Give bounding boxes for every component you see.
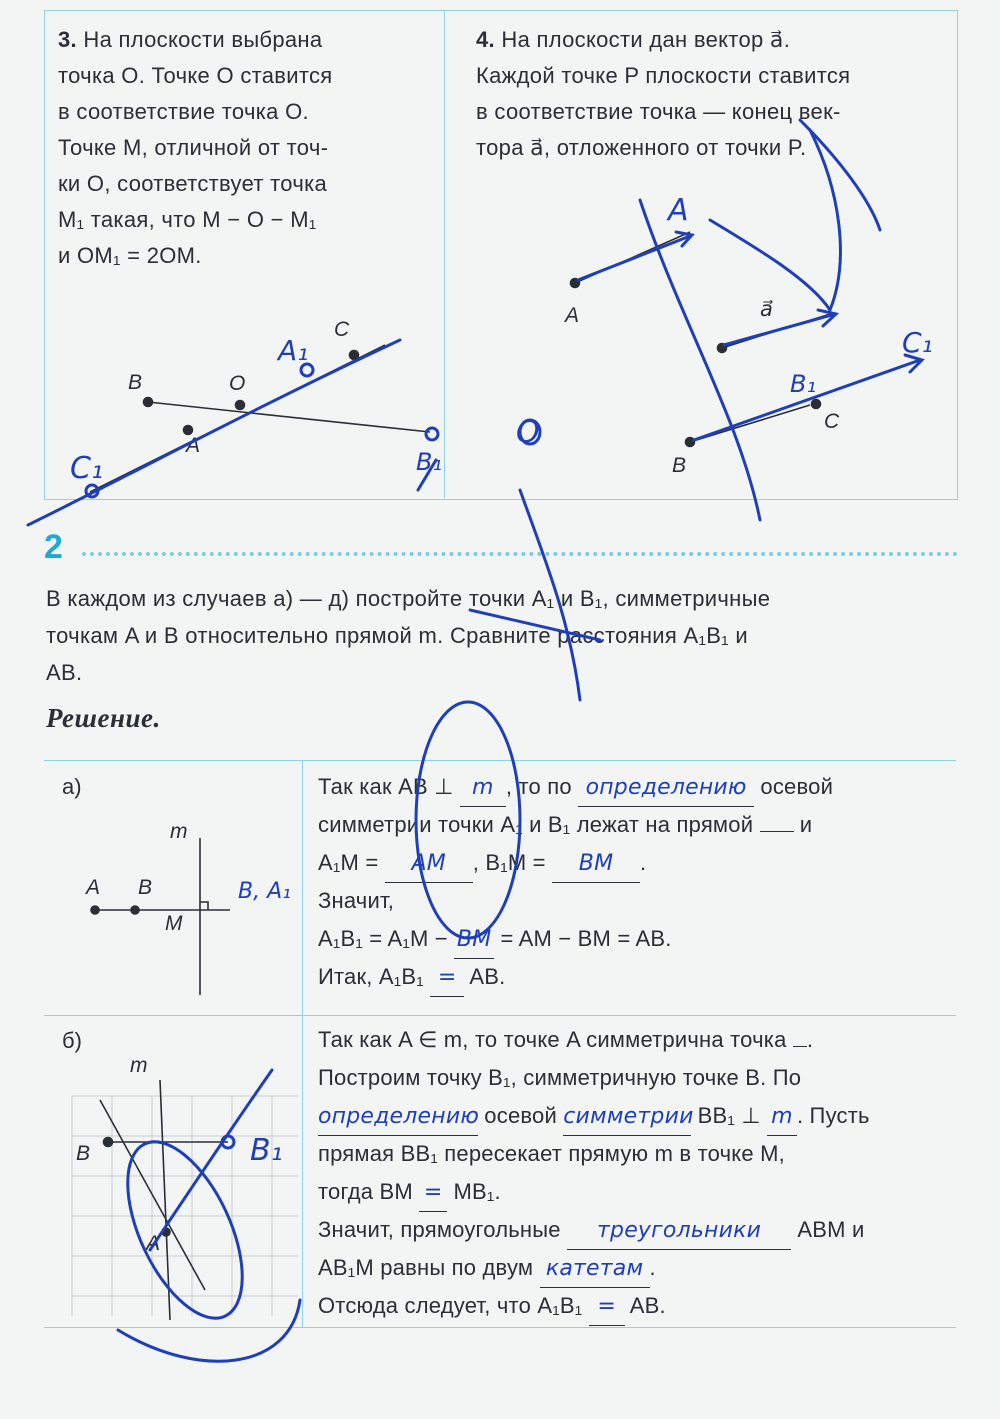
task-3-line: 3. На плоскости выбрана xyxy=(58,27,323,52)
handwritten-answer: BM xyxy=(454,921,494,959)
ink-curve-long xyxy=(640,200,760,520)
label-m: m xyxy=(170,820,188,843)
task-3-handwriting xyxy=(28,340,438,525)
label-c: C xyxy=(334,318,350,341)
task-4-line: Каждой точке P плоскости ставится xyxy=(476,63,851,88)
handwritten-answer: = xyxy=(430,959,464,997)
label-a: A xyxy=(86,876,101,899)
handwritten-answer: m xyxy=(460,769,506,807)
case-a-line-3: A₁M = AM , B₁M = BM . xyxy=(318,844,646,883)
case-b-line-3: определению осевой симметрии BB₁ ⊥ m . Пусть xyxy=(318,1097,870,1136)
task-3-figure xyxy=(90,345,430,492)
handwritten-answer: треугольники xyxy=(567,1212,791,1250)
label-b: B xyxy=(138,876,153,899)
task-3-line: и OM₁ = 2OM. xyxy=(58,243,202,268)
case-b-line-1: Так как A ∈ m, то точке A симметрична точка . xyxy=(318,1027,814,1052)
section-number: 2 xyxy=(44,528,63,566)
label-m-point: M xyxy=(165,912,183,935)
handwritten-answer: катетам xyxy=(540,1250,650,1288)
case-b-label: б) xyxy=(62,1028,82,1053)
point-b xyxy=(144,398,153,407)
right-angle-mark xyxy=(200,902,208,910)
point-b xyxy=(104,1138,113,1147)
task-4-line: тора a⃗, отложенного от точки P. xyxy=(476,135,807,160)
case-b-line-6: Значит, прямоугольные треугольники ABM и xyxy=(318,1211,864,1250)
case-a-line-4: Значит, xyxy=(318,888,395,913)
task-3-line: Точке M, отличной от точ- xyxy=(58,135,329,160)
label-a: A xyxy=(186,434,201,457)
ink-label-c1: C₁ xyxy=(902,326,933,359)
handwritten-answer: AM xyxy=(385,845,473,883)
case-a-label: а) xyxy=(62,774,82,799)
case-b-line-2: Построим точку B₁, симметричную точке B. По xyxy=(318,1065,802,1090)
handwritten-answer: определению xyxy=(578,769,754,807)
case-b-line-8: Отсюда следует, что A₁B₁ = AB. xyxy=(318,1287,666,1326)
ink-stroke xyxy=(520,490,580,700)
intro-line: AB. xyxy=(46,660,83,685)
ink-label-b-a1: B, A₁ xyxy=(238,879,291,904)
task-4-line: 4. На плоскости дан вектор a⃗. xyxy=(476,27,791,52)
ink-label-a: A xyxy=(668,193,689,228)
section-2-ink xyxy=(416,490,600,938)
ink-ellipse xyxy=(104,1125,266,1335)
point-c xyxy=(812,400,821,409)
task-4-line: в соответствие точка — конец век- xyxy=(476,99,841,124)
ink-stroke xyxy=(470,610,600,640)
label-o: O xyxy=(229,372,246,395)
handwritten-answer: определению xyxy=(318,1098,478,1136)
task-4-handwriting xyxy=(520,120,922,520)
ink-vector xyxy=(724,310,836,345)
task-3-line: M₁ такая, что M − O − M₁ xyxy=(58,207,317,232)
intro-line: В каждом из случаев а) — д) постройте точки A₁ и B₁, симметричные xyxy=(46,586,771,611)
label-a: A xyxy=(565,304,580,327)
ink-label-b1: B₁ xyxy=(416,448,443,476)
task-4-figure xyxy=(571,232,831,447)
case-a-line-2: симметрии точки A₁ и B₁ лежат на прямой и xyxy=(318,812,813,837)
case-b-line-4: прямая BB₁ пересекает прямую m в точке M, xyxy=(318,1141,785,1166)
label-b: B xyxy=(672,454,687,477)
ink-ellipse xyxy=(416,702,520,938)
ink-label-b1: B₁ xyxy=(250,1133,283,1168)
case-b-line-7: AB₁M равны по двум катетам . xyxy=(318,1249,656,1288)
label-c: C xyxy=(824,410,840,433)
handwritten-answer: = xyxy=(419,1174,447,1212)
ink-label-c1: C₁ xyxy=(70,451,103,486)
point-b xyxy=(131,906,139,914)
case-a-line-5: A₁B₁ = A₁M − BM = AM − BM = AB. xyxy=(318,920,672,959)
ink-point-b1 xyxy=(426,428,438,440)
ink-label-a1: A₁ xyxy=(278,334,309,367)
ink-stroke xyxy=(118,1300,300,1361)
ink-label-b1: B₁ xyxy=(790,370,817,398)
ink-curve xyxy=(710,130,840,310)
handwritten-answer: = xyxy=(589,1288,625,1326)
task-4-number: 4. xyxy=(476,27,495,52)
point-a xyxy=(91,906,99,914)
case-b-line-5: тогда BM = MB₁. xyxy=(318,1173,501,1212)
label-vector-a: a⃗ xyxy=(760,298,773,321)
handwritten-answer: BM xyxy=(552,845,640,883)
point-o xyxy=(236,401,245,410)
label-b: B xyxy=(128,371,143,394)
intro-line: точкам A и B относительно прямой m. Сравните расстояния A₁B₁ и xyxy=(46,623,748,648)
case-a-figure xyxy=(91,838,230,995)
task-3-line: точка O. Точке O ставится xyxy=(58,63,333,88)
ink-label-o: O xyxy=(516,415,540,450)
handwritten-answer: симметрии xyxy=(563,1098,691,1136)
task-3-line: в соответствие точка O. xyxy=(58,99,309,124)
label-m: m xyxy=(130,1054,148,1077)
grid xyxy=(72,1096,298,1316)
task-3-line: ки O, соответствует точка xyxy=(58,171,328,196)
case-a-line-1: Так как AB ⊥ m , то по определению осевой xyxy=(318,768,833,807)
label-a: A xyxy=(146,1232,161,1255)
label-b: B xyxy=(76,1142,91,1165)
ink-extended-line xyxy=(28,340,400,525)
case-a-line-6: Итак, A₁B₁ = AB. xyxy=(318,958,505,997)
point-c xyxy=(350,351,359,360)
handwritten-answer: m xyxy=(767,1098,797,1136)
task-3-number: 3. xyxy=(58,27,77,52)
solution-title: Решение. xyxy=(46,703,161,733)
